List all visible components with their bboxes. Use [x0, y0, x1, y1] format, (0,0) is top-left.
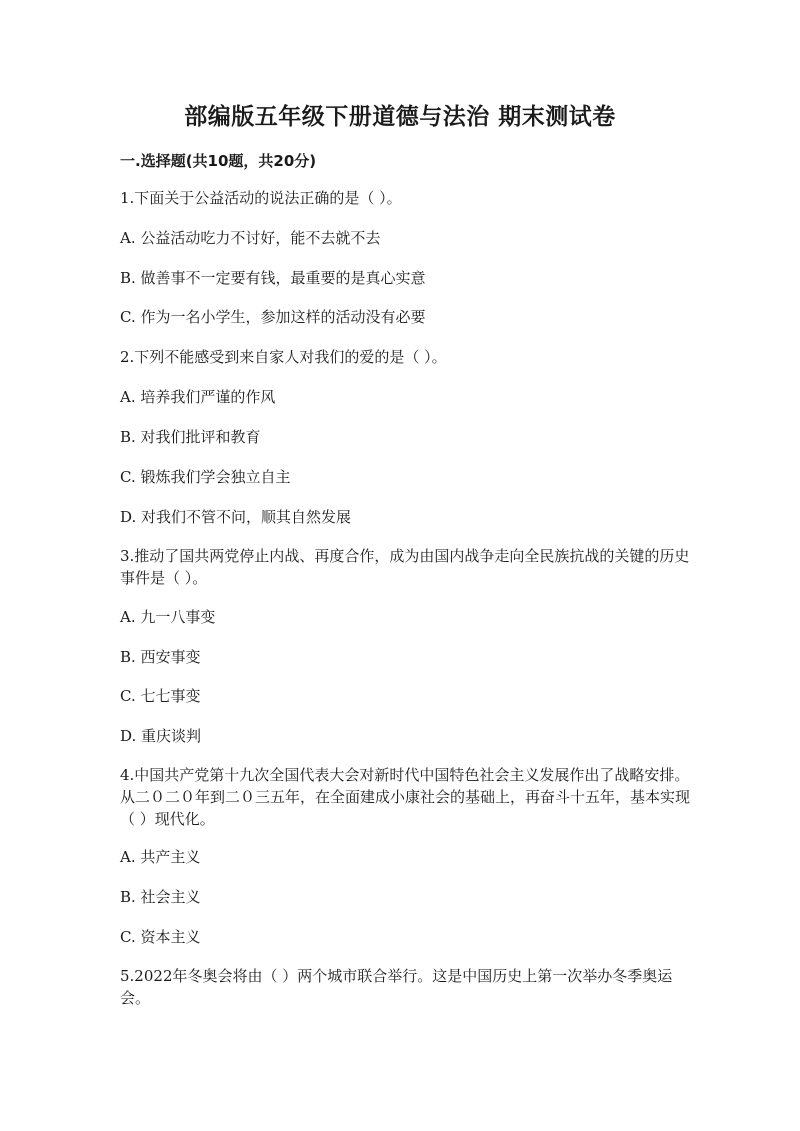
question-2-stem: 2.下列不能感受到来自家人对我们的爱的是（ ）。 — [120, 348, 447, 366]
question-1-stem: 1.下面关于公益活动的说法正确的是（ ）。 — [120, 189, 402, 207]
question-1-option-a: A. 公益活动吃力不讨好，能不去就不去 — [120, 229, 381, 247]
question-2-option-c: C. 锻炼我们学会独立自主 — [120, 468, 291, 486]
question-4-option-b: B. 社会主义 — [120, 888, 201, 906]
question-3-option-c: C. 七七事变 — [120, 687, 201, 705]
question-1-option-b: B. 做善事不一定要有钱，最重要的是真心实意 — [120, 269, 426, 287]
question-3-stem: 3.推动了国共两党停止内战、再度合作，成为由国内战争走向全民族抗战的关键的历史事件是（ ）。 — [120, 547, 690, 587]
question-2-option-d: D. 对我们不管不问，顺其自然发展 — [120, 508, 352, 526]
question-2-option-b: B. 对我们批评和教育 — [120, 428, 261, 446]
exam-title: 部编版五年级下册道德与法治 期末测试卷 — [184, 104, 616, 130]
section-heading: 一.选择题(共10题，共20分) — [120, 152, 317, 170]
question-3-option-d: D. 重庆谈判 — [120, 727, 202, 745]
question-4-option-c: C. 资本主义 — [120, 928, 201, 946]
question-3-option-a: A. 九一八事变 — [120, 608, 216, 626]
question-1-option-c: C. 作为一名小学生，参加这样的活动没有必要 — [120, 308, 426, 326]
question-2-option-a: A. 培养我们严谨的作风 — [120, 388, 276, 406]
question-3-option-b: B. 西安事变 — [120, 648, 201, 666]
question-5-stem: 5.2022年冬奥会将由（ ）两个城市联合举行。这是中国历史上第一次举办冬季奥运会。 — [120, 967, 673, 1007]
question-4-stem: 4.中国共产党第十九次全国代表大会对新时代中国特色社会主义发展作出了战略安排。从二０二０年到二０三五年，在全面建成小康社会的基础上，再奋斗十五年，基本实现（ ）现代化。 — [120, 766, 691, 828]
question-4-option-a: A. 共产主义 — [120, 848, 201, 866]
